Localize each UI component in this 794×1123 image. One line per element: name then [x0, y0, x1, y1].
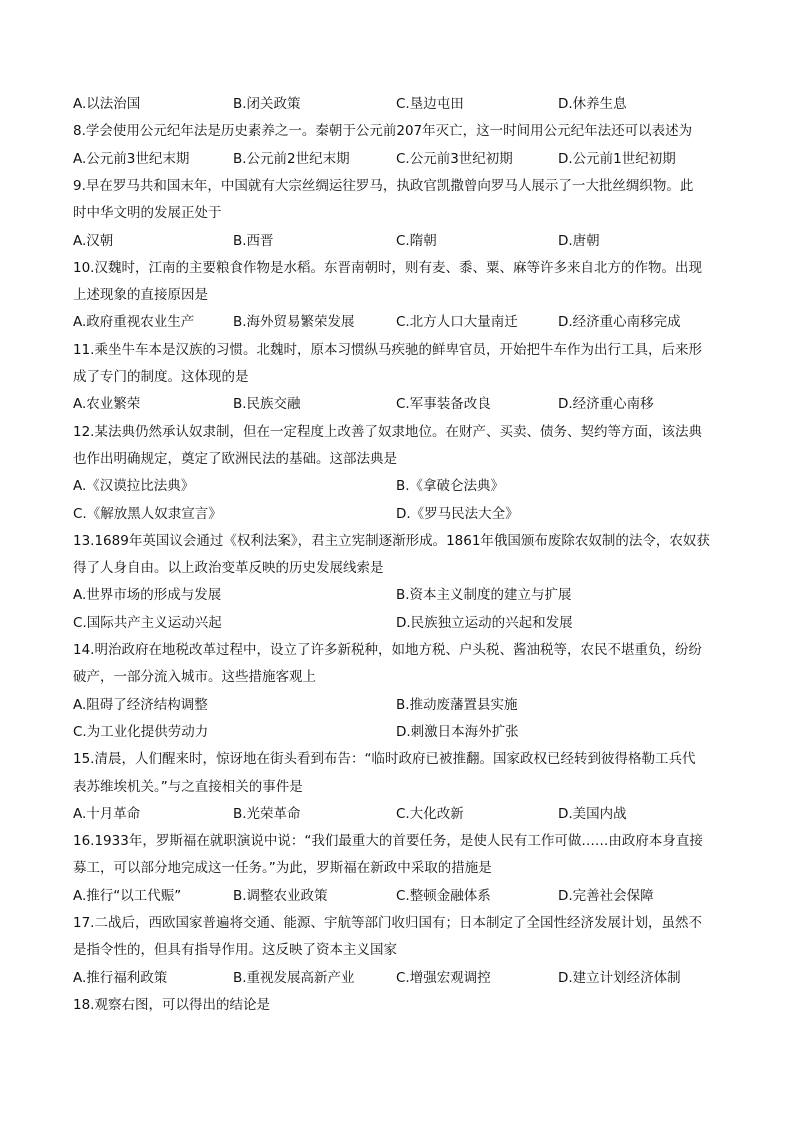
question-stem-line: 14.明治政府在地税改革过程中，设立了许多新税种，如地方税、户头税、酱油税等，农民不堪重负，纷纷	[73, 642, 702, 658]
answer-option: B.重视发展高新产业	[233, 969, 355, 986]
answer-option: B.推动废藩置县实施	[396, 696, 518, 713]
answer-option: A.十月革命	[73, 805, 141, 822]
answer-option: C.北方人口大量南迁	[396, 314, 518, 331]
question-stem-line: 破产，一部分流入城市。这些措施客观上	[73, 669, 316, 686]
answer-option: D.休养生息	[558, 96, 627, 112]
answer-option: C.隋朝	[396, 232, 437, 249]
answer-option: D.唐朝	[558, 232, 600, 249]
answer-option: B.闭关政策	[233, 96, 301, 112]
answer-option: D.经济重心南移完成	[558, 314, 681, 331]
answer-option: C.《解放黑人奴隶宣言》	[73, 505, 222, 522]
question-stem-line: 16.1933年，罗斯福在就职演说中说：“我们最重大的首要任务，是使人民有工作可做……由政府本身直接	[73, 833, 703, 850]
answer-option: B.民族交融	[233, 396, 301, 413]
answer-option: A.公元前3世纪末期	[73, 150, 190, 167]
answer-option: B.光荣革命	[233, 805, 301, 822]
answer-option: A.汉朝	[73, 232, 114, 249]
answer-option: D.刺激日本海外扩张	[396, 723, 519, 740]
answer-option: D.美国内战	[558, 805, 627, 822]
answer-option: D.建立计划经济体制	[558, 969, 681, 986]
answer-option: B.公元前2世纪末期	[233, 150, 350, 167]
answer-option: B.西晋	[233, 232, 274, 249]
question-stem-line: 成了专门的制度。这体现的是	[73, 369, 249, 385]
answer-option: C.垦边屯田	[396, 96, 464, 112]
answer-option: B.海外贸易繁荣发展	[233, 314, 355, 331]
answer-option: D.经济重心南移	[558, 396, 654, 413]
answer-option: A.阻碍了经济结构调整	[73, 696, 208, 713]
question-stem-line: 9.早在罗马共和国末年，中国就有大宗丝绸运往罗马，执政官凯撒曾向罗马人展示了一大批丝绸织物。此	[73, 177, 694, 194]
answer-option: D.民族独立运动的兴起和发展	[396, 614, 573, 631]
answer-option: B.调整农业政策	[233, 887, 328, 904]
answer-option: C.国际共产主义运动兴起	[73, 614, 222, 631]
question-stem-line: 时中华文明的发展正处于	[73, 205, 222, 222]
answer-option: A.以法治国	[73, 96, 141, 112]
answer-option: D.完善社会保障	[558, 887, 654, 904]
question-stem-line: 11.乘坐牛车本是汉族的习惯。北魏时，原本习惯纵马疾驰的鲜卑官员，开始把牛车作为出行工具，后来形	[73, 341, 702, 358]
question-stem-line: 10.汉魏时，江南的主要粮食作物是水稻。东晋南朝时，则有麦、黍、粟、麻等许多来自北方的作物。出现	[73, 259, 702, 276]
answer-option: D.公元前1世纪初期	[558, 150, 676, 167]
answer-option: B.《拿破仑法典》	[396, 478, 505, 495]
answer-option: B.资本主义制度的建立与扩展	[396, 587, 572, 604]
answer-option: A.推行福利政策	[73, 969, 168, 986]
answer-option: C.军事装备改良	[396, 396, 491, 413]
question-stem-line: 募工，可以部分地完成这一任务。”为此，罗斯福在新政中采取的措施是	[73, 860, 492, 877]
answer-option: D.《罗马民法大全》	[396, 505, 519, 522]
question-stem-line: 得了人身自由。以上政治变革反映的历史发展线索是	[73, 560, 384, 577]
answer-option: A.政府重视农业生产	[73, 314, 195, 331]
answer-option: C.公元前3世纪初期	[396, 150, 513, 167]
question-stem-line: 表苏维埃机关。”与之直接相关的事件是	[73, 778, 303, 795]
answer-option: A.推行“以工代赈”	[73, 887, 182, 904]
answer-option: C.增强宏观调控	[396, 969, 491, 986]
question-stem-line: 12.某法典仍然承认奴隶制，但在一定程度上改善了奴隶地位。在财产、买卖、债务、契约等方面，该法典	[73, 423, 702, 440]
question-stem-line: 上述现象的直接原因是	[73, 287, 208, 304]
question-stem-line: 也作出明确规定，奠定了欧洲民法的基础。这部法典是	[73, 450, 397, 467]
answer-option: C.为工业化提供劳动力	[73, 723, 209, 740]
question-stem-line: 18.观察右图，可以得出的结论是	[73, 996, 270, 1013]
question-stem-line: 15.清晨，人们醒来时，惊讶地在街头看到布告：“临时政府已被推翻。国家政权已经转到彼得格勒工兵代	[73, 751, 696, 768]
answer-option: A.《汉谟拉比法典》	[73, 478, 195, 495]
answer-option: A.世界市场的形成与发展	[73, 587, 222, 604]
answer-option: C.整顿金融体系	[396, 887, 491, 904]
answer-option: C.大化改新	[396, 805, 464, 822]
question-stem-line: 8.学会使用公元纪年法是历史素养之一。秦朝于公元前207年灭亡，这一时间用公元纪年法还可以表述为	[73, 123, 693, 140]
question-stem-line: 13.1689年英国议会通过《权利法案》，君主立宪制逐渐形成。1861年俄国颁布废除农奴制的法令，农奴获	[73, 532, 710, 549]
answer-option: A.农业繁荣	[73, 396, 141, 413]
question-stem-line: 17.二战后，西欧国家普遍将交通、能源、宇航等部门收归国有；日本制定了全国性经济发展计划，虽然不	[73, 915, 702, 931]
question-stem-line: 是指令性的，但具有指导作用。这反映了资本主义国家	[73, 942, 397, 959]
